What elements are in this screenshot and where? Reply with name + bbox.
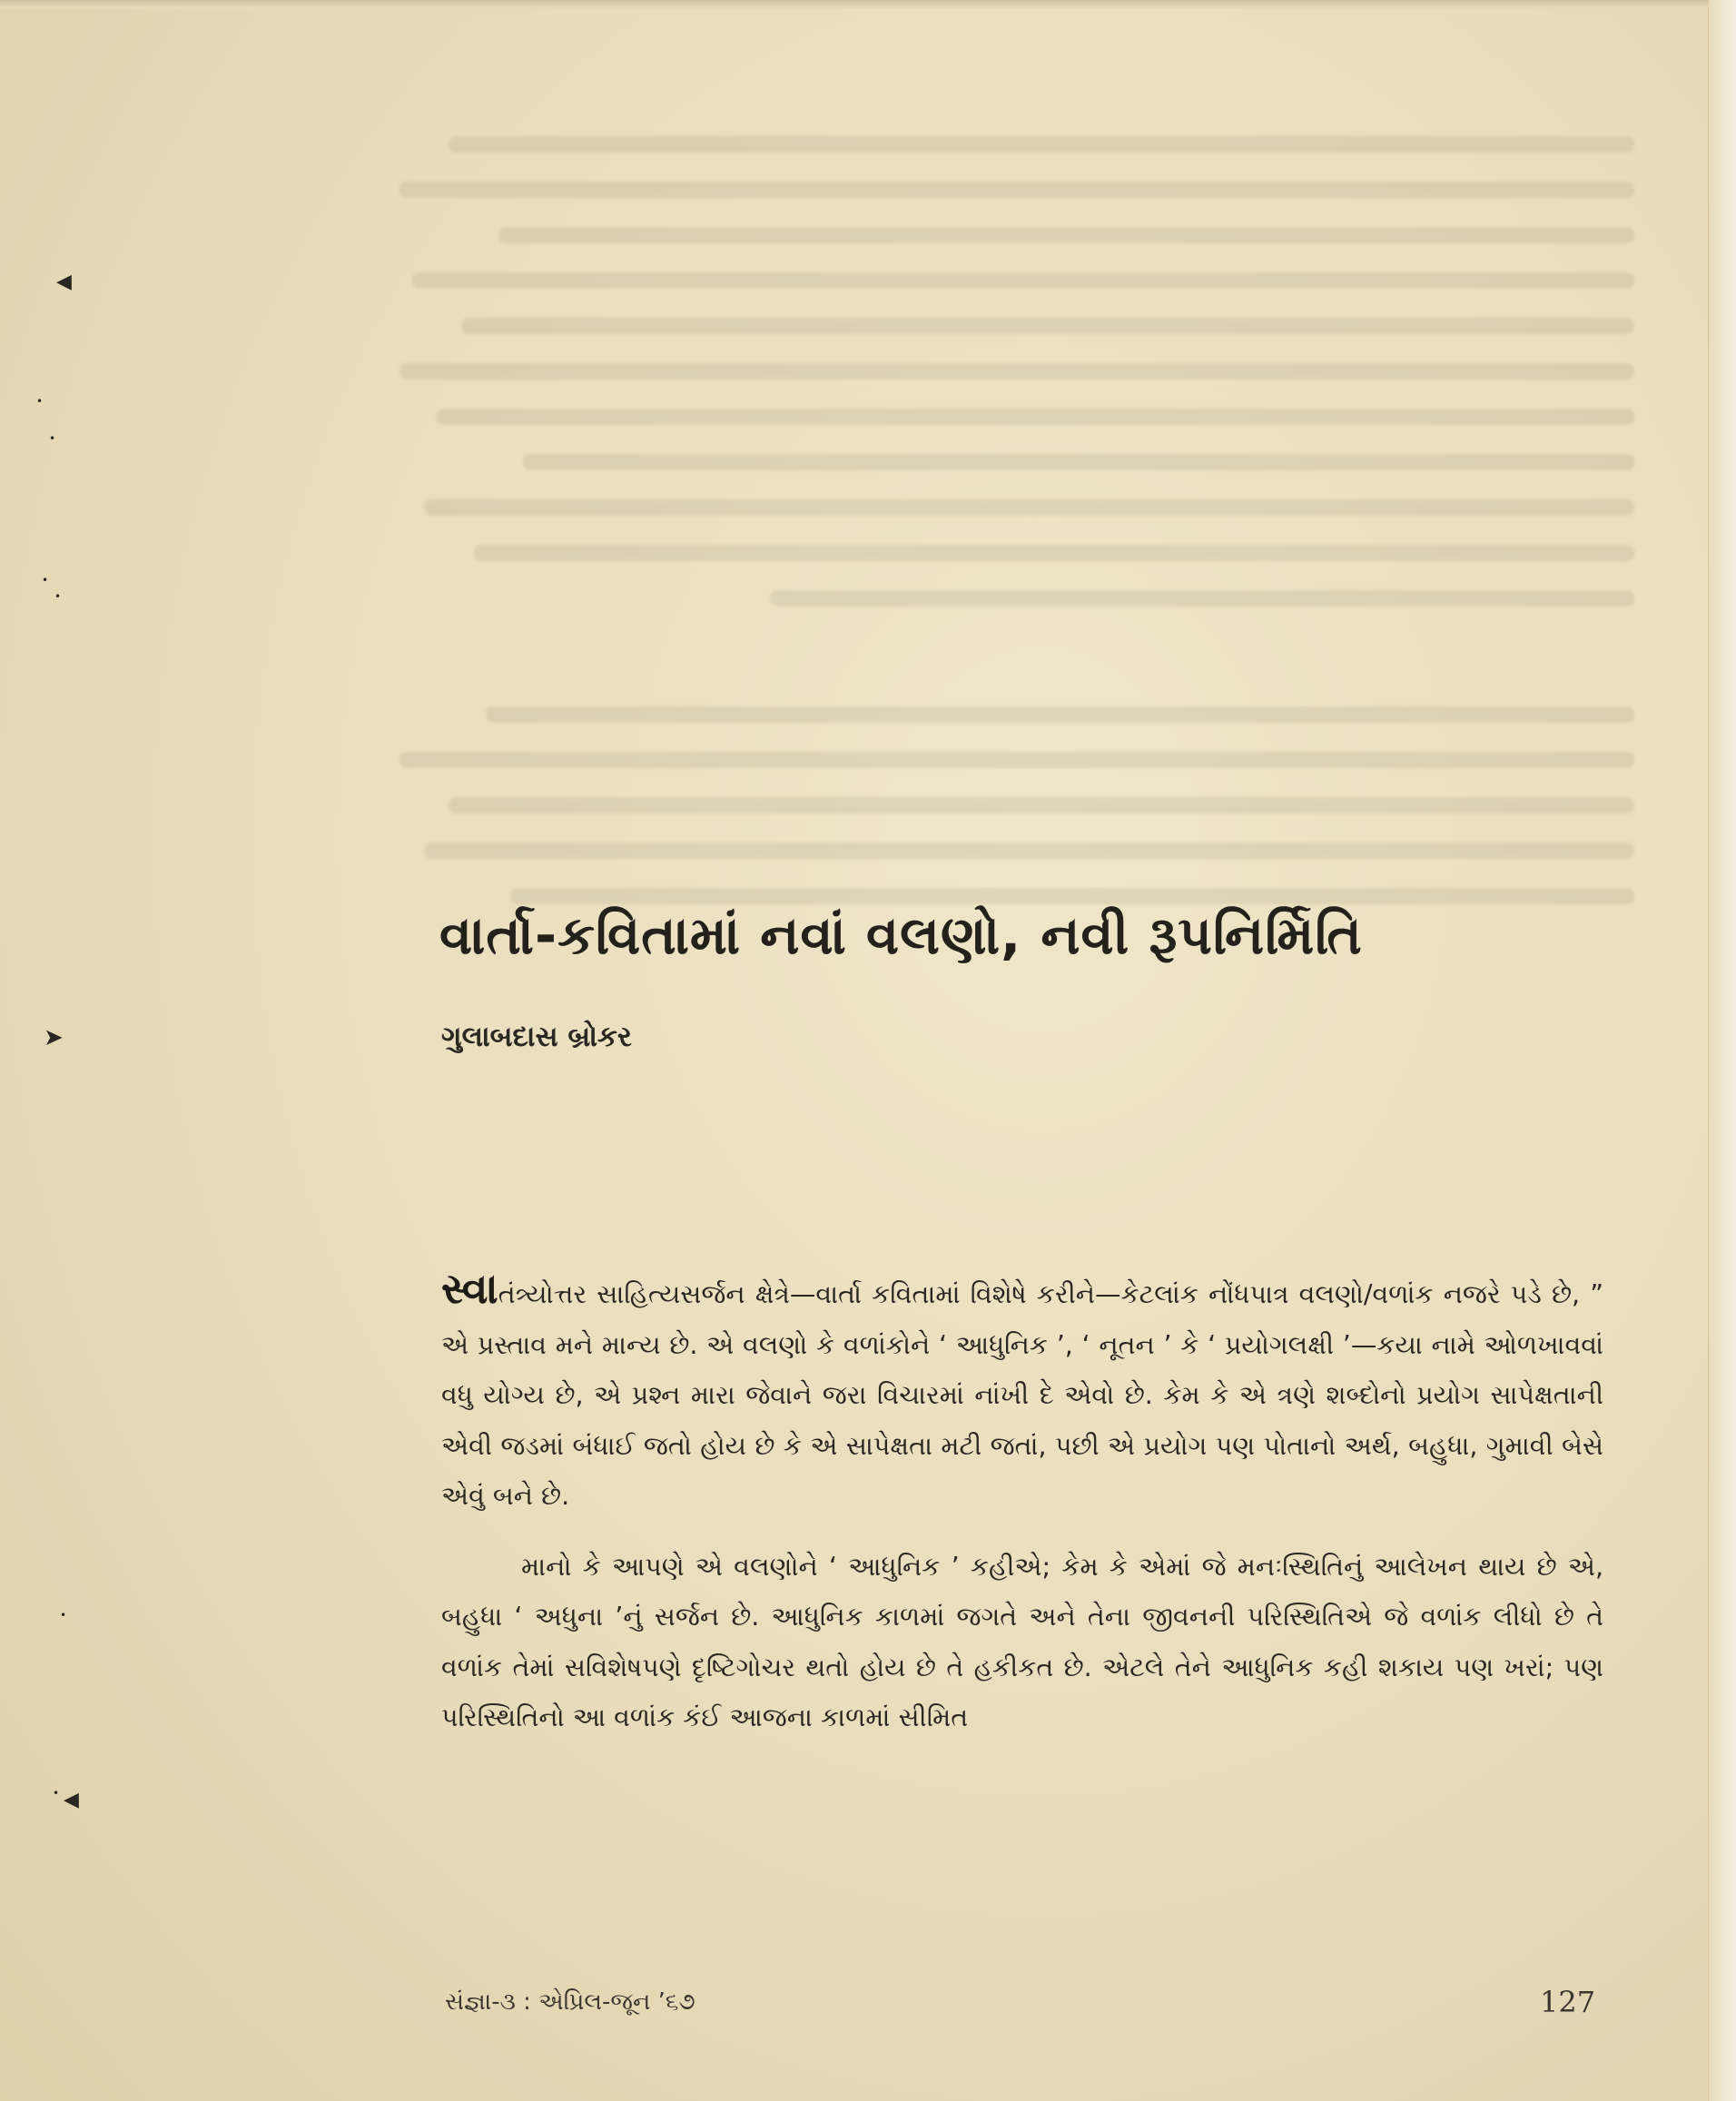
binding-dot: •	[53, 1787, 60, 1800]
binding-dot: •	[54, 590, 62, 603]
paragraph: માનો કે આપણે એ વલણોને ‘ આધુનિક ’ કહીએ; કેમ કે એમાં જે મનઃસ્થિતિનું આલેખન થાય છે એ, બહુધા ‘ અધુના ’નું સર્જન છે. આધુનિક કાળમાં જગતે અને તેના જીવનની પરિસ્થિતિએ જે વળાંક લીધો છે તે વળાંક તેમાં સવિશેષપણે દૃષ્ટિગોચર થતો હોય છે તે હકીકત છે. એટલે તેને આધુનિક કહી શકાય પણ ખરાં; પણ પરિસ્થિતિનો આ વળાંક કંઈ આજના કાળમાં સીમિત	[441, 1551, 1603, 1732]
article-author: ગુલાબદાસ બ્રોકર	[441, 1021, 632, 1053]
paragraph	[441, 1264, 1603, 1522]
drop-cap: સ્વા	[441, 1264, 498, 1313]
binding-dot: •	[36, 395, 44, 408]
binding-hole-mark: ➤	[44, 1024, 64, 1051]
page-number: 127	[1540, 1985, 1596, 2019]
page-top-edge	[0, 0, 1736, 9]
binding-hole-mark: ◀	[64, 1789, 79, 1811]
binding-hole-mark: ◀	[56, 271, 72, 293]
binding-dot: •	[42, 574, 49, 587]
paragraph-text: તંત્ર્યોત્તર સાહિત્યસર્જન ક્ષેત્રે—વાર્તા કવિતામાં વિશેષે કરીને—કેટલાંક નોંધપાત્ર વલણો/વળાંક નજરે પડે છે, ” એ પ્રસ્તાવ મને માન્ય છે. એ વલણો કે વળાંકોને ‘ આધુનિક ’, ‘ નૂતન ’ કે ‘ પ્રયોગલક્ષી ’—કયા નામે ઓળખાવવાં વધુ યોગ્ય છે, એ પ્રશ્ન મારા જેવાને જરા વિચારમાં નાંખી દે એવો છે. કેમ કે એ ત્રણે શબ્દોનો પ્રયોગ સાપેક્ષતાની એવી જડમાં બંધાઈ જતો હોય છે કે એ સાપેક્ષતા મટી જતાં, પછી એ પ્રયોગ પણ પોતાનો અર્થ, બહુધા, ગુમાવી બેસે એવું બને છે.	[441, 1279, 1603, 1511]
article-body	[441, 1264, 1603, 1763]
article-title: વાર્તા-કવિતામાં નવાં વલણો, નવી રૂપનિર્મિતિ	[439, 904, 1363, 966]
page-right-edge	[1708, 0, 1736, 2101]
journal-footer: સંજ્ઞા-૩ : એપ્રિલ-જૂન ’૬૭	[445, 1988, 695, 2016]
binding-dot: •	[60, 1609, 67, 1622]
binding-dot: •	[49, 432, 56, 445]
